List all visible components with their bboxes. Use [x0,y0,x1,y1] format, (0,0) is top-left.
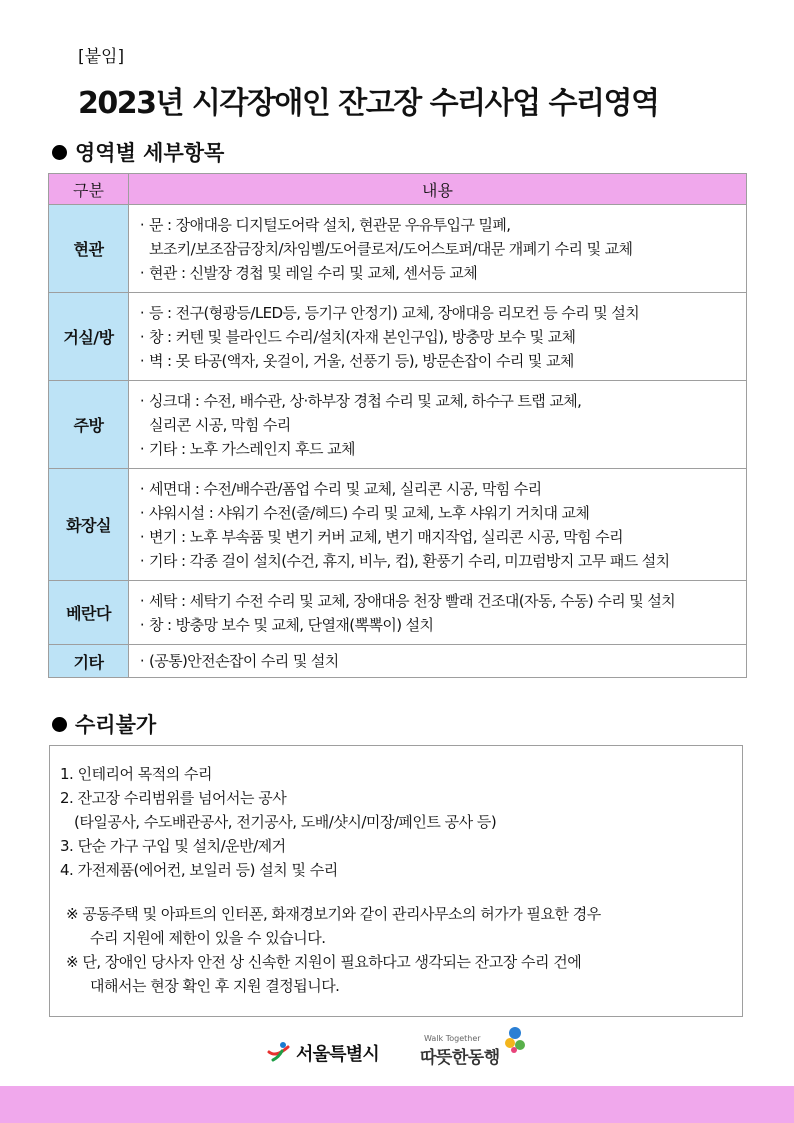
list-item: · 등 : 전구(형광등/LED등, 등기구 안정기) 교체, 장애대응 리모컨 등 수리 및 설치 [135,301,740,325]
together-logo-text: 따뜻한동행 [420,1048,500,1068]
list-item: · 기타 : 각종 걸이 설치(수건, 휴지, 비누, 컵), 환풍기 수리, 미끄럼방지 고무 패드 설치 [135,549,740,573]
together-logo-subtitle: Walk Together [424,1034,481,1043]
list-item: · 창 : 방충망 보수 및 교체, 단열재(뽁뽁이) 설치 [135,613,740,637]
seoul-logo [266,1040,379,1066]
table-row [49,381,747,469]
note-line: 대해서는 현장 확인 후 지원 결정됩니다. [90,977,340,995]
content-cell [129,205,747,293]
exclusions-box [49,745,743,1017]
table-row [49,645,747,678]
note-line: ※ 단, 장애인 당사자 안전 상 신속한 지원이 필요하다고 생각되는 잔고장 수리 건에 [66,953,582,971]
table-row [49,293,747,381]
list-item: 1. 인테리어 목적의 수리 [60,765,213,783]
seoul-symbol-icon [266,1040,292,1066]
seoul-logo-text: 서울특별시 [296,1044,379,1065]
bullet-icon: · [139,439,145,458]
content-cell [129,293,747,381]
category-cell: 베란다 [49,581,129,645]
table-row [49,205,747,293]
list-item: 2. 잔고장 수리범위를 넘어서는 공사 [60,789,287,807]
together-symbol-icon [502,1026,528,1056]
bullet-icon: · [139,503,145,522]
list-item: · 세탁 : 세탁기 수전 수리 및 교체, 장애대응 천장 빨래 건조대(자동, 수동) 수리 및 설치 [135,589,740,613]
bullet-icon: · [139,479,145,498]
attachment-label: [붙임] [78,47,125,67]
section-title: 수리불가 [75,713,157,737]
note-line: ※ 공동주택 및 아파트의 인터폰, 화재경보기와 같이 관리사무소의 허가가 필요한 경우 [66,905,601,923]
list-item: 3. 단순 가구 구입 및 설치/운반/제거 [60,837,286,855]
list-item: 실리콘 시공, 막힘 수리 [149,415,291,434]
category-cell: 화장실 [49,469,129,581]
section-heading-exclusions [52,709,156,739]
bullet-icon [52,145,67,160]
bullet-icon: · [139,263,145,282]
list-item: · (공통)안전손잡이 수리 및 설치 [135,649,740,673]
details-table [48,173,747,678]
list-item: · 싱크대 : 수전, 배수관, 상·하부장 경첩 수리 및 교체, 하수구 트랩 교체, [135,389,740,413]
list-item: · 창 : 커텐 및 블라인드 수리/설치(자재 본인구입), 방충망 보수 및 교체 [135,325,740,349]
bullet-icon [52,717,67,732]
list-item: 4. 가전제품(에어컨, 보일러 등) 설치 및 수리 [60,861,338,879]
list-item: · 기타 : 노후 가스레인지 후드 교체 [135,437,740,461]
bullet-icon: · [139,327,145,346]
footer-bar [0,1086,794,1123]
list-item: · 샤워시설 : 샤워기 수전(줄/헤드) 수리 및 교체, 노후 샤워기 거치대 교체 [135,501,740,525]
bullet-icon: · [139,615,145,634]
list-item: · 문 : 장애대응 디지털도어락 설치, 현관문 우유투입구 밀폐, [135,213,740,237]
section-title: 영역별 세부항목 [75,141,225,165]
section-heading-details [52,137,224,167]
page-title: 2023년 시각장애인 잔고장 수리사업 수리영역 [78,86,659,121]
bullet-icon: · [139,391,145,410]
list-item: 보조키/보조잠금장치/차임벨/도어클로저/도어스토퍼/대문 개폐기 수리 및 교체 [149,239,633,258]
list-item: · 세면대 : 수전/배수관/폼업 수리 및 교체, 실리콘 시공, 막힘 수리 [135,477,740,501]
bullet-icon: · [139,351,145,370]
footer-logos [0,1030,794,1080]
bullet-icon: · [139,551,145,570]
bullet-icon: · [139,303,145,322]
column-header-content: 내용 [129,174,747,205]
category-cell: 현관 [49,205,129,293]
list-item: · 변기 : 노후 부속품 및 변기 커버 교체, 변기 매지작업, 실리콘 시공, 막힘 수리 [135,525,740,549]
content-cell [129,581,747,645]
bullet-icon: · [139,591,145,610]
category-cell: 기타 [49,645,129,678]
list-item: · 벽 : 못 타공(액자, 옷걸이, 거울, 선풍기 등), 방문손잡이 수리 및 교체 [135,349,740,373]
table-header-row [49,174,747,205]
content-cell [129,645,747,678]
category-cell: 주방 [49,381,129,469]
list-item: · 현관 : 신발장 경첩 및 레일 수리 및 교체, 센서등 교체 [135,261,740,285]
bullet-icon: · [139,215,145,234]
note-line: 수리 지원에 제한이 있을 수 있습니다. [90,929,326,947]
content-cell [129,381,747,469]
table-row [49,469,747,581]
together-logo [420,1034,500,1068]
content-cell [129,469,747,581]
category-cell: 거실/방 [49,293,129,381]
list-item: (타일공사, 수도배관공사, 전기공사, 도배/샷시/미장/페인트 공사 등) [74,813,497,831]
bullet-icon: · [139,652,145,670]
table-row [49,581,747,645]
column-header-category: 구분 [49,174,129,205]
bullet-icon: · [139,527,145,546]
